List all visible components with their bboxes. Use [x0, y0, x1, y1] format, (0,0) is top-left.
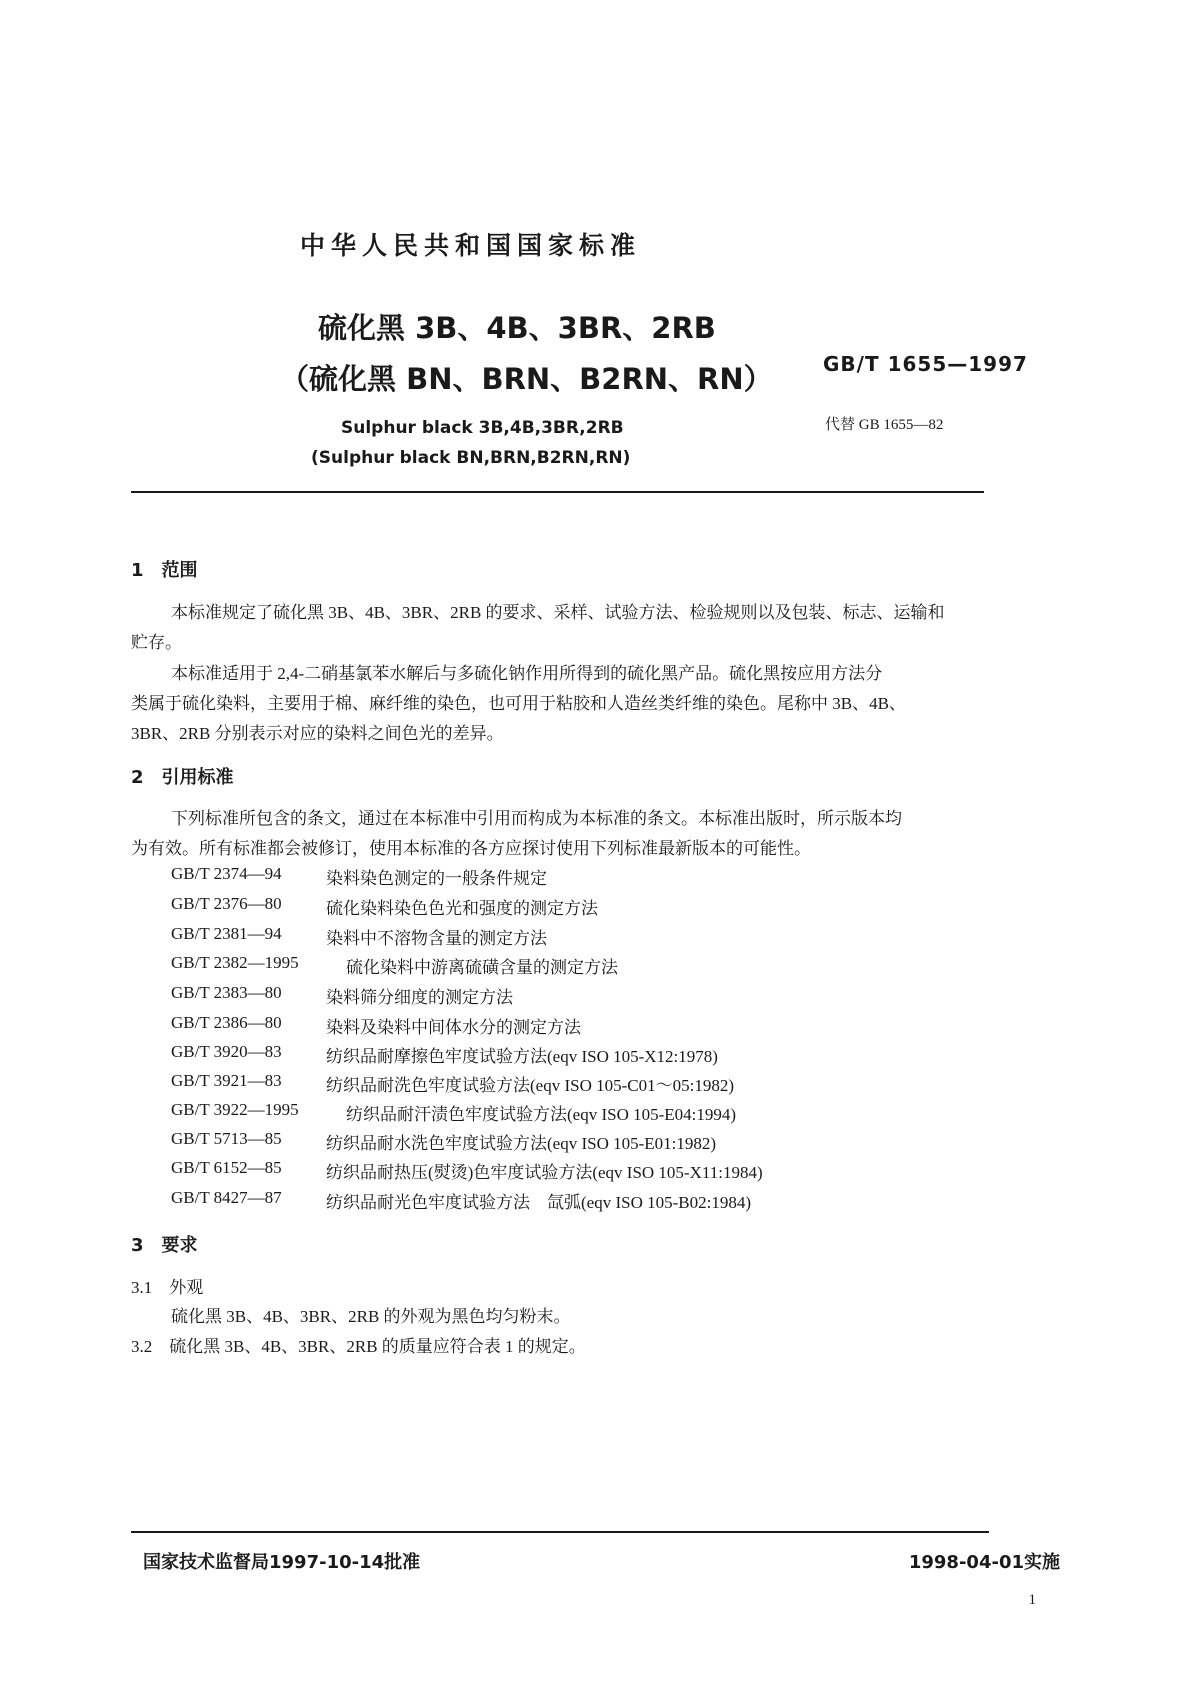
page-number: 1: [1028, 1592, 1036, 1608]
reference-title: 纺织品耐热压(熨烫)色牢度试验方法(eqv ISO 105-X11:1984): [326, 1163, 763, 1182]
title-en-line2: (Sulphur black BN,BRN,B2RN,RN): [311, 448, 631, 468]
reference-code: GB/T 2382—1995: [171, 953, 299, 972]
approval-date: 国家技术监督局1997-10-14批准: [143, 1552, 421, 1573]
footer-divider: [131, 1531, 989, 1533]
reference-code: GB/T 2381—94: [171, 924, 282, 943]
reference-title: 染料及染料中间体水分的测定方法: [326, 1018, 581, 1037]
reference-title: 染料筛分细度的测定方法: [326, 988, 513, 1007]
section3-1-text: 硫化黑 3B、4B、3BR、2RB 的外观为黑色均匀粉末。: [171, 1307, 571, 1326]
reference-title: 染料染色测定的一般条件规定: [326, 869, 547, 888]
section3-1-heading: 3.1 外观: [131, 1278, 204, 1297]
section3-2-text: 3.2 硫化黑 3B、4B、3BR、2RB 的质量应符合表 1 的规定。: [131, 1337, 586, 1356]
section1-para1-line1: 本标准规定了硫化黑 3B、4B、3BR、2RB 的要求、采样、试验方法、检验规则以及包装、标志、运输和: [171, 603, 945, 622]
reference-title: 染料中不溶物含量的测定方法: [326, 929, 547, 948]
reference-code: GB/T 2383—80: [171, 983, 282, 1002]
reference-code: GB/T 3920—83: [171, 1042, 282, 1061]
reference-code: GB/T 2374—94: [171, 864, 282, 883]
reference-title: 纺织品耐洗色牢度试验方法(eqv ISO 105-C01～05:1982): [326, 1076, 734, 1095]
standard-number: GB/T 1655—1997: [823, 352, 1028, 376]
effective-date: 1998-04-01实施: [908, 1552, 1060, 1573]
section1-para2-line3: 3BR、2RB 分别表示对应的染料之间色光的差异。: [131, 724, 504, 743]
replaces-note: 代替 GB 1655—82: [825, 417, 944, 433]
reference-code: GB/T 8427—87: [171, 1188, 282, 1207]
section1-para1-line2: 贮存。: [131, 633, 182, 652]
reference-title: 纺织品耐水洗色牢度试验方法(eqv ISO 105-E01:1982): [326, 1134, 717, 1153]
reference-code: GB/T 2386—80: [171, 1013, 282, 1032]
section1-heading: 1 范围: [131, 560, 198, 581]
reference-title: 纺织品耐摩擦色牢度试验方法(eqv ISO 105-X12:1978): [326, 1047, 718, 1066]
section2-intro-line1: 下列标准所包含的条文，通过在本标准中引用而构成为本标准的条文。本标准出版时，所示版本均: [171, 809, 902, 828]
reference-code: GB/T 3922—1995: [171, 1100, 299, 1119]
org-title: 中华人民共和国国家标准: [300, 231, 642, 260]
section2-heading: 2 引用标准: [131, 767, 234, 788]
reference-title: 纺织品耐光色牢度试验方法 氙弧(eqv ISO 105-B02:1984): [326, 1193, 751, 1212]
reference-code: GB/T 3921—83: [171, 1071, 282, 1090]
title-zh-line2: （硫化黑 BN、BRN、B2RN、RN）: [280, 362, 773, 396]
section3-heading: 3 要求: [131, 1235, 198, 1256]
section2-intro-line2: 为有效。所有标准都会被修订，使用本标准的各方应探讨使用下列标准最新版本的可能性。: [131, 839, 811, 858]
section1-para2-line1: 本标准适用于 2,4-二硝基氯苯水解后与多硫化钠作用所得到的硫化黑产品。硫化黑按应用方法分: [171, 664, 883, 683]
reference-title: 纺织品耐汗渍色牢度试验方法(eqv ISO 105-E04:1994): [346, 1105, 737, 1124]
reference-code: GB/T 2376—80: [171, 894, 282, 913]
header-divider: [131, 491, 984, 493]
reference-title: 硫化染料中游离硫磺含量的测定方法: [346, 958, 618, 977]
reference-code: GB/T 5713—85: [171, 1129, 282, 1148]
title-en-line1: Sulphur black 3B,4B,3BR,2RB: [341, 418, 624, 438]
reference-title: 硫化染料染色色光和强度的测定方法: [326, 899, 598, 918]
section1-para2-line2: 类属于硫化染料，主要用于棉、麻纤维的染色，也可用于粘胶和人造丝类纤维的染色。尾称中 3B、4B、: [131, 694, 906, 713]
title-zh-line1: 硫化黑 3B、4B、3BR、2RB: [318, 311, 716, 345]
reference-code: GB/T 6152—85: [171, 1158, 282, 1177]
